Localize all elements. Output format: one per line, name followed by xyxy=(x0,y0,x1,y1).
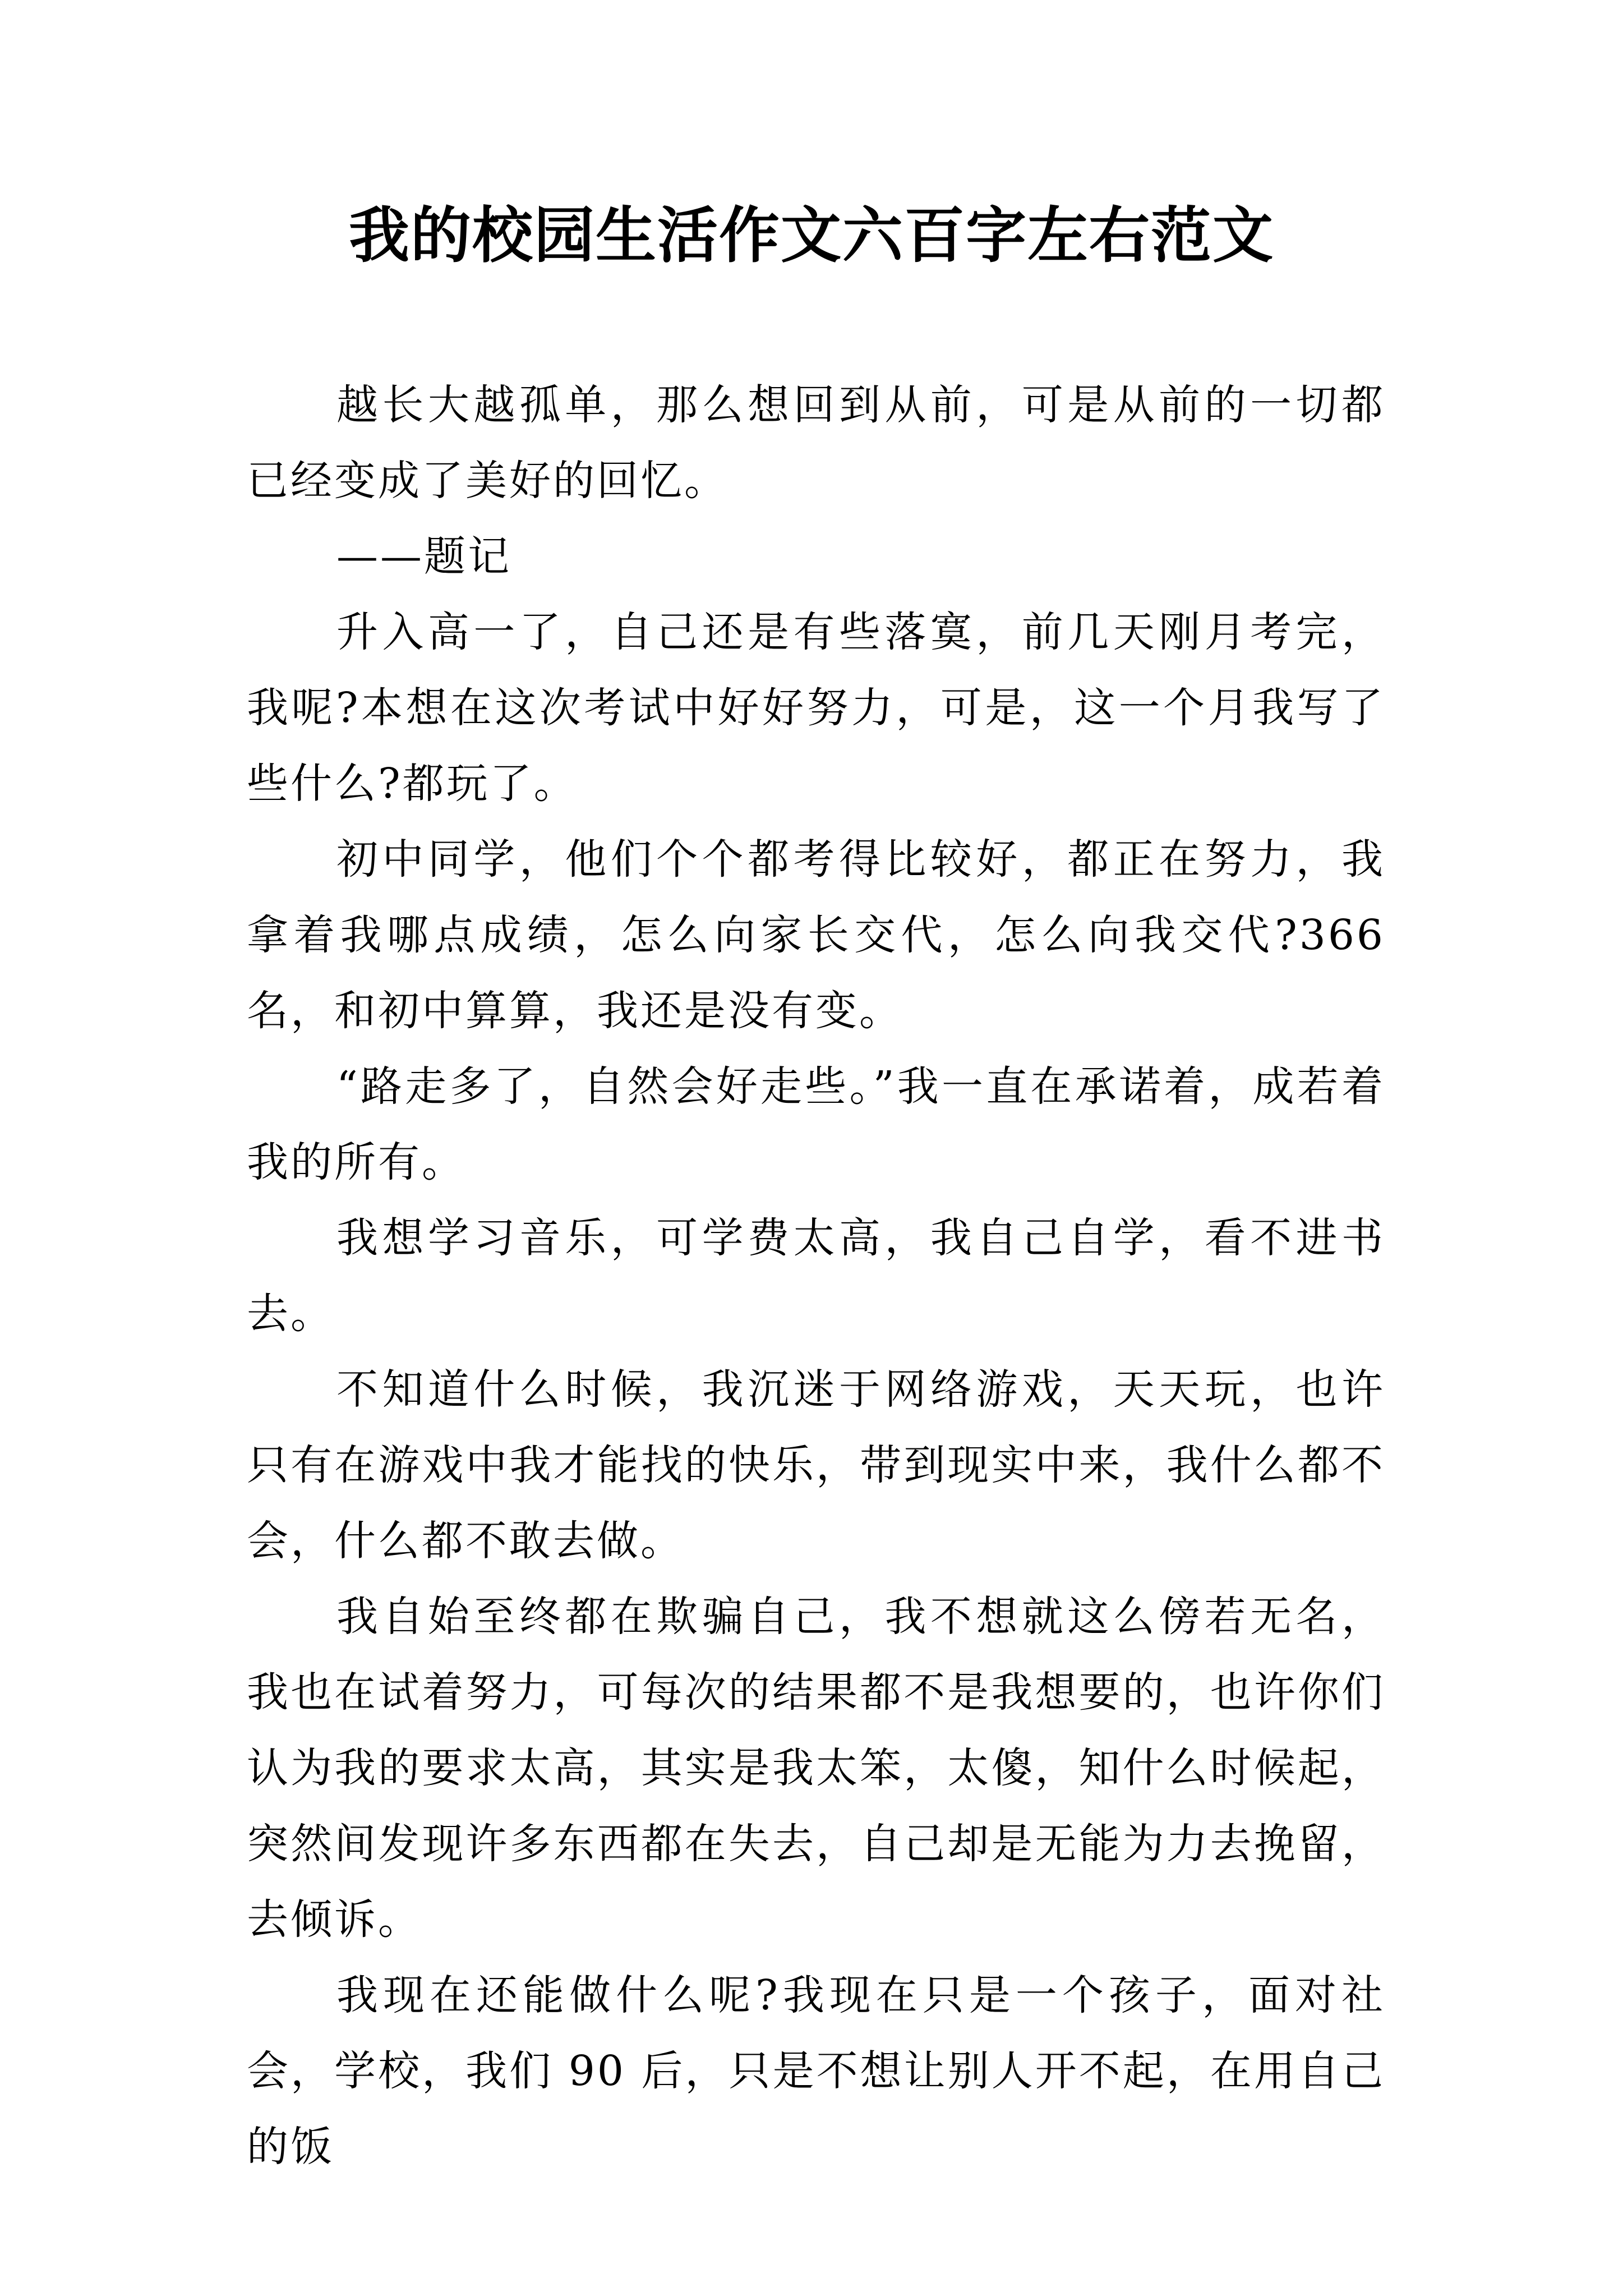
paragraph: 我自始至终都在欺骗自己，我不想就这么傍若无名，我也在试着努力，可每次的结果都不是我想要的，也许你们认为我的要求太高，其实是我太笨，太傻，知什么时候起，突然间发现许多东西都在失去，自己却是无能为力去挽留，去倾诉。 xyxy=(247,1593,1385,1944)
paragraph: 初中同学，他们个个都考得比较好，都正在努力，我拿着我哪点成绩，怎么向家长交代，怎么向我交代?366 名，和初中算算，我还是没有变。 xyxy=(247,835,1385,1035)
paragraph: “路走多了，自然会好走些。”我一直在承诺着，成若着我的所有。 xyxy=(247,1062,1385,1186)
paragraph: ——题记 xyxy=(336,532,511,581)
document-title: 我的校园生活作文六百字左右范文 xyxy=(348,200,1274,271)
paragraph: 升入高一了，自己还是有些落寞，前几天刚月考完，我呢?本想在这次考试中好好努力，可是，这一个月我写了些什么?都玩了。 xyxy=(247,608,1385,808)
paragraph: 不知道什么时候，我沉迷于网络游戏，天天玩，也许只有在游戏中我才能找的快乐，带到现实中来，我什么都不会，什么都不敢去做。 xyxy=(247,1365,1385,1565)
paragraph: 越长大越孤单，那么想回到从前，可是从前的一切都已经变成了美好的回忆。 xyxy=(247,381,1385,505)
paragraph: 我现在还能做什么呢?我现在只是一个孩子，面对社会，学校，我们 90 后，只是不想让别人开不起，在用自己的饭 xyxy=(247,1971,1385,2171)
paragraph: 我想学习音乐，可学费太高，我自己自学，看不进书去。 xyxy=(247,1214,1385,1338)
document-body xyxy=(247,367,1385,2185)
